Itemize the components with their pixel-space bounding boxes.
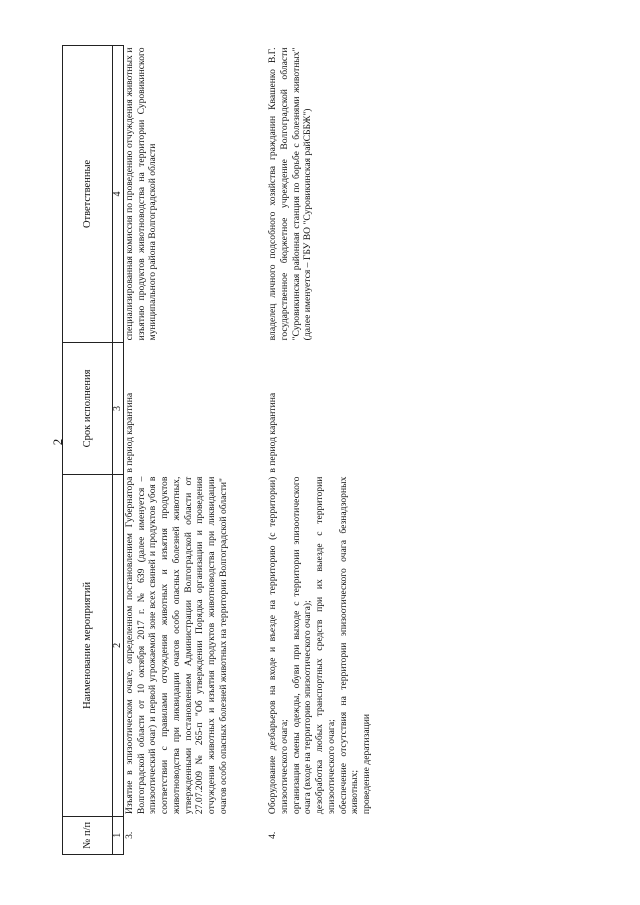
- measures-table: [62, 45, 373, 855]
- measure-line: проведение дератизации: [360, 713, 372, 815]
- row-term: в период карантина: [267, 392, 279, 473]
- header-term: Срок исполнения: [63, 342, 113, 474]
- measure-line: организация смены одежды, обуви при выходе с территории эпизоотического очага (входе на территорию эпизоотического очага);: [290, 476, 314, 815]
- row-number: 4.: [267, 831, 279, 839]
- header-responsible: Ответственные: [63, 46, 113, 343]
- row-responsible: владелец личного подсобного хозяйства гражданин Квашенко В.Г. государственное бюджетное учреждение Волгоградской области "Суровикинская районная станция по борьбе с болезнями животных" (далее именуется – ГБУ ВО "Суровикинская райСББЖ"): [267, 47, 314, 341]
- col-num-1: 1: [113, 816, 124, 854]
- table-row: [124, 46, 230, 855]
- header-name: Наименование мероприятий: [63, 475, 113, 816]
- row-term: в период карантина: [124, 342, 230, 474]
- measure-line: Оборудование дезбарьеров на входе и въезде на территорию (с территории) эпизоотического очага;: [267, 476, 291, 815]
- row-measure-name: [267, 475, 372, 816]
- column-number-row: [113, 46, 124, 855]
- col-num-4: 4: [113, 46, 124, 343]
- col-num-2: 2: [113, 475, 124, 816]
- page-number: 2: [50, 438, 65, 446]
- col-num-3: 3: [113, 342, 124, 474]
- measure-line: обеспечение отсутствия на территории эпизоотического очага безнадзорных животных;: [337, 476, 361, 815]
- row-spacer: [229, 46, 267, 855]
- row-measure-name: Изъятие в эпизоотическом очаге, определенном постановлением Губернатора Волгоградской области от 10 октября 2017 г. № 639 (далее именуется – эпизоотический очаг) и первой угрожаемой зоне всех свиней и продуктов убоя в соответствии с правилами отчуждения животных и изъятия продуктов животноводства при ликвидации очагов особо опасных болезней животных, утвержденными постановлением Администрации Волгоградской области от 27.07.2009 № 265-п "Об утверждении Порядка организации и проведения отчуждения животных и изъятия продуктов животноводства при ликвидации очагов особо опасных болезней животных на территории Волгоградской области": [124, 476, 229, 815]
- row-number: 3.: [124, 816, 230, 854]
- header-row: [63, 46, 113, 855]
- row-responsible: специализированная комиссия по проведению отчуждения животных и изъятию продуктов животноводства на территории Суровикинского муниципального района Волгоградской области: [124, 46, 230, 343]
- header-number: № п/п: [63, 816, 113, 854]
- rotated-table-area: [62, 45, 588, 855]
- measure-line: дезобработка любых транспортных средств при их выезде с территории эпизоотического очага;: [314, 476, 337, 815]
- table-row: [267, 46, 372, 855]
